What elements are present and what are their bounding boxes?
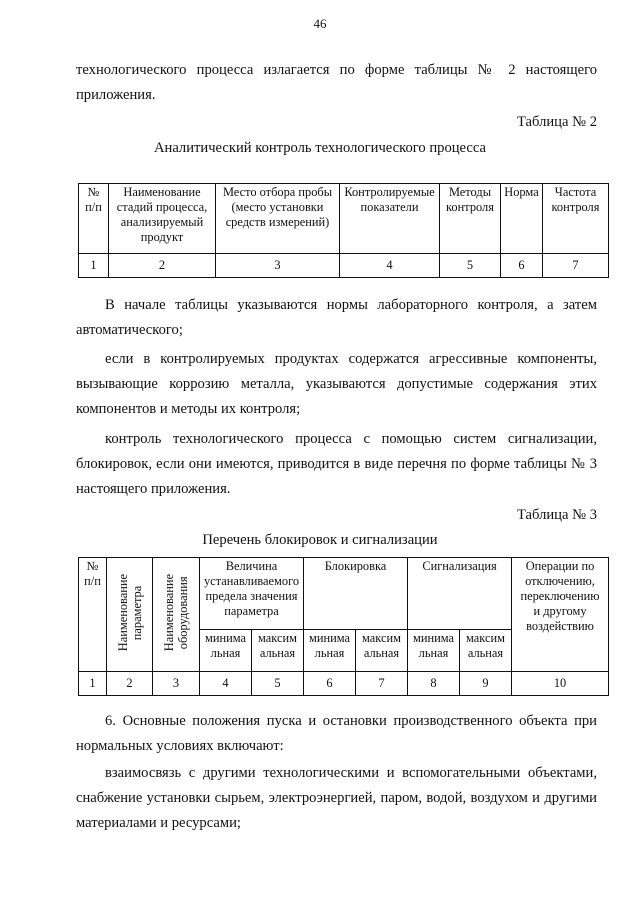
paragraph-2: если в контролируемых продуктах содержатся агрессивные компоненты, вызывающие коррозию металла, указываются допустимые содержания этих компонентов и методы их контроля; (76, 351, 597, 417)
table2-label: Таблица № 2 (517, 114, 597, 130)
t3-header-value: Величина устанавливаемого предела значения параметра (200, 558, 304, 630)
t2-header-norm: Норма (501, 184, 543, 254)
section-6 (76, 709, 597, 759)
page-number: 46 (313, 16, 327, 31)
t3-sub-min: минима льная (200, 630, 252, 672)
t3-sub-max: максим альная (252, 630, 304, 672)
t3-num: 3 (153, 672, 200, 696)
section-6-line-2: нормальных условиях включают: (76, 738, 284, 754)
t3-num: 7 (356, 672, 408, 696)
t2-header-indicators: Контролируемые показатели (340, 184, 440, 254)
t3-sub-min: минима льная (408, 630, 460, 672)
section-6-item-1: взаимосвязь с другими технологическими и вспомогательными объектами, снабжение установки сырьем, электроэнергией, паром, водой, воздухом и другими материалами и ресурсами; (76, 765, 597, 831)
t2-num: 3 (216, 254, 340, 278)
paragraph-3: контроль технологического процесса с помощью систем сигнализации, блокировок, если они имеются, приводится в виде перечня по форме таблицы № 3 настоящего приложения. (76, 431, 597, 497)
intro-line-1: технологического процесса излагается по форме таблицы № 2 настоящего (76, 62, 597, 78)
t2-header-no: № п/п (79, 184, 109, 254)
t2-num: 2 (109, 254, 216, 278)
t2-num: 5 (440, 254, 501, 278)
table3-number-row (79, 672, 609, 696)
t3-num: 8 (408, 672, 460, 696)
table2-number-row (79, 254, 609, 278)
t2-header-methods: Методы контроля (440, 184, 501, 254)
t3-sub-min: минима льная (304, 630, 356, 672)
table3-header-row-1 (79, 558, 609, 630)
table3-title: Перечень блокировок и сигнализации (202, 532, 438, 548)
t3-header-signaling: Сигнализация (408, 558, 512, 630)
table2 (78, 183, 609, 278)
t3-num: 6 (304, 672, 356, 696)
t2-num: 4 (340, 254, 440, 278)
table3-label: Таблица № 3 (517, 507, 597, 523)
t3-header-blocking: Блокировка (304, 558, 408, 630)
intro-line-2: приложения. (76, 87, 156, 103)
table2-header-row (79, 184, 609, 254)
t2-num: 1 (79, 254, 109, 278)
t3-num: 5 (252, 672, 304, 696)
t2-num: 6 (501, 254, 543, 278)
section-6-line-1: 6. Основные положения пуска и остановки производственного объекта при (105, 713, 597, 729)
t3-sub-max: максим альная (460, 630, 512, 672)
t2-header-stage: Наименование стадий процесса, анализируемый продукт (109, 184, 216, 254)
t3-sub-max: максим альная (356, 630, 408, 672)
t2-header-frequency: Частота контроля (543, 184, 609, 254)
t3-num: 2 (107, 672, 153, 696)
table3 (78, 557, 609, 696)
t3-num: 9 (460, 672, 512, 696)
t2-num: 7 (543, 254, 609, 278)
t3-num: 1 (79, 672, 107, 696)
paragraph-1: В начале таблицы указываются нормы лабораторного контроля, а затем автоматического; (76, 297, 597, 338)
t3-header-no: № п/п (79, 558, 107, 672)
t3-header-equipment: Наименование оборудования (153, 558, 200, 672)
t3-num: 10 (512, 672, 609, 696)
t3-header-param: Наименование параметра (107, 558, 153, 672)
t3-num: 4 (200, 672, 252, 696)
table2-title: Аналитический контроль технологического процесса (153, 140, 487, 156)
t2-header-sampling: Место отбора пробы (место установки средств измерений) (216, 184, 340, 254)
t3-header-operations: Операции по отключению, переключению и другому воздействию (512, 558, 609, 672)
intro-paragraph (76, 58, 597, 108)
